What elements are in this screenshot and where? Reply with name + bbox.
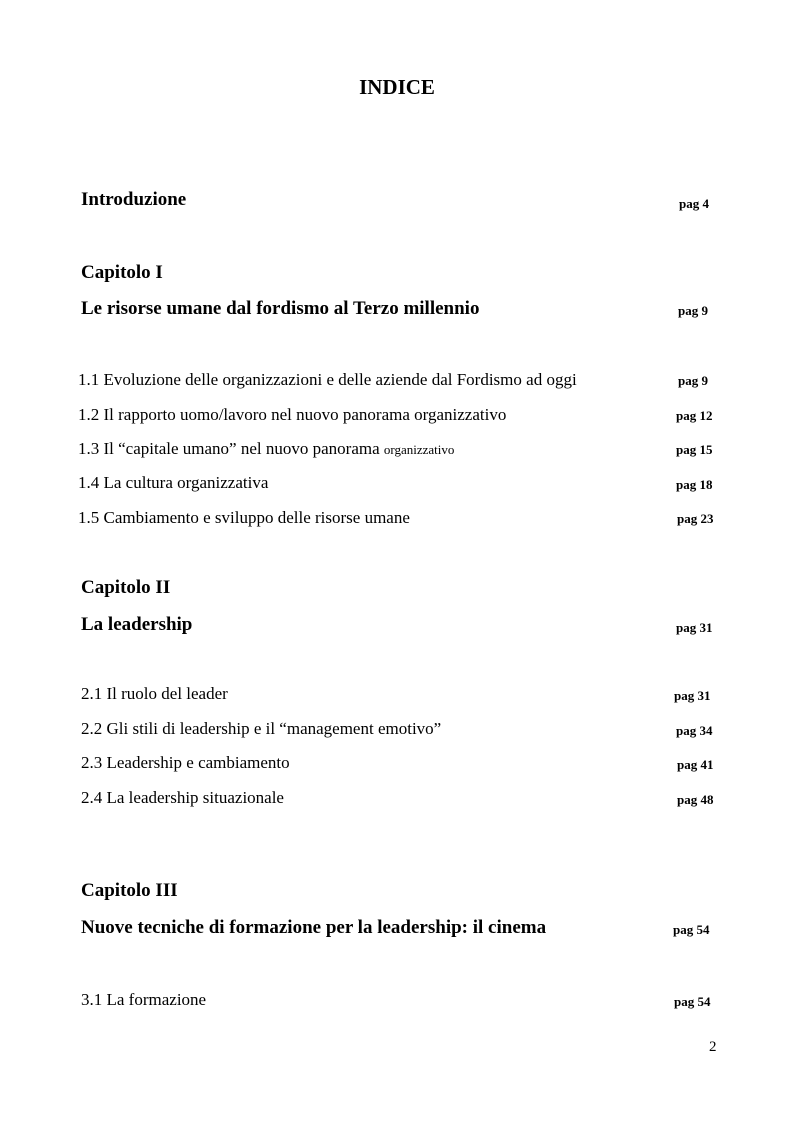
toc-entry-1-4-page: pag 18: [676, 477, 713, 492]
toc-entry-1-5-page: pag 23: [677, 511, 714, 526]
page-number: 2: [709, 1039, 717, 1055]
toc-entry-2-3-page: pag 41: [677, 757, 714, 772]
toc-entry-1-2[interactable]: 1.2 Il rapporto uomo/lavoro nel nuovo panorama organizzativo: [78, 405, 507, 424]
chapter-2-title[interactable]: La leadership: [81, 614, 193, 635]
toc-intro-page: pag 4: [679, 196, 709, 211]
toc-entry-3-1[interactable]: 3.1 La formazione: [81, 990, 207, 1009]
chapter-3-heading: Capitolo III: [81, 880, 178, 901]
chapter-3-page: pag 54: [673, 922, 710, 937]
toc-entry-1-1[interactable]: 1.1 Evoluzione delle organizzazioni e delle aziende dal Fordismo ad oggi: [78, 370, 577, 389]
toc-entry-1-1-page: pag 9: [678, 373, 708, 388]
toc-entry-2-3[interactable]: 2.3 Leadership e cambiamento: [81, 753, 290, 772]
chapter-1-heading: Capitolo I: [81, 262, 163, 283]
toc-entry-1-4[interactable]: 1.4 La cultura organizzativa: [78, 473, 269, 492]
toc-entry-2-1-page: pag 31: [674, 688, 711, 703]
toc-entry-1-2-page: pag 12: [676, 408, 713, 423]
chapter-3-title[interactable]: Nuove tecniche di formazione per la leadership: il cinema: [81, 917, 547, 938]
toc-entry-2-1[interactable]: 2.1 Il ruolo del leader: [81, 684, 228, 703]
toc-entry-1-3-label-small: organizzativo: [383, 442, 455, 457]
toc-entry-2-2-page: pag 34: [676, 723, 713, 738]
chapter-2-page: pag 31: [676, 620, 713, 635]
toc-entry-3-1-page: pag 54: [674, 994, 711, 1009]
chapter-2-heading: Capitolo II: [81, 577, 171, 598]
toc-intro-label[interactable]: Introduzione: [81, 189, 187, 210]
toc-entry-1-3[interactable]: [78, 439, 454, 459]
page-title: INDICE: [359, 75, 435, 99]
toc-entry-2-2[interactable]: 2.2 Gli stili di leadership e il “management emotivo”: [81, 719, 442, 738]
toc-entry-1-3-label: 1.3 Il “capitale umano” nel nuovo panorama: [78, 439, 380, 458]
toc-entry-1-5[interactable]: 1.5 Cambiamento e sviluppo delle risorse umane: [78, 508, 410, 527]
toc-entry-1-3-page: pag 15: [676, 442, 713, 457]
toc-entry-2-4[interactable]: 2.4 La leadership situazionale: [81, 788, 284, 807]
chapter-1-title[interactable]: Le risorse umane dal fordismo al Terzo millennio: [81, 298, 480, 319]
chapter-1-page: pag 9: [678, 303, 708, 318]
toc-entry-2-4-page: pag 48: [677, 792, 714, 807]
